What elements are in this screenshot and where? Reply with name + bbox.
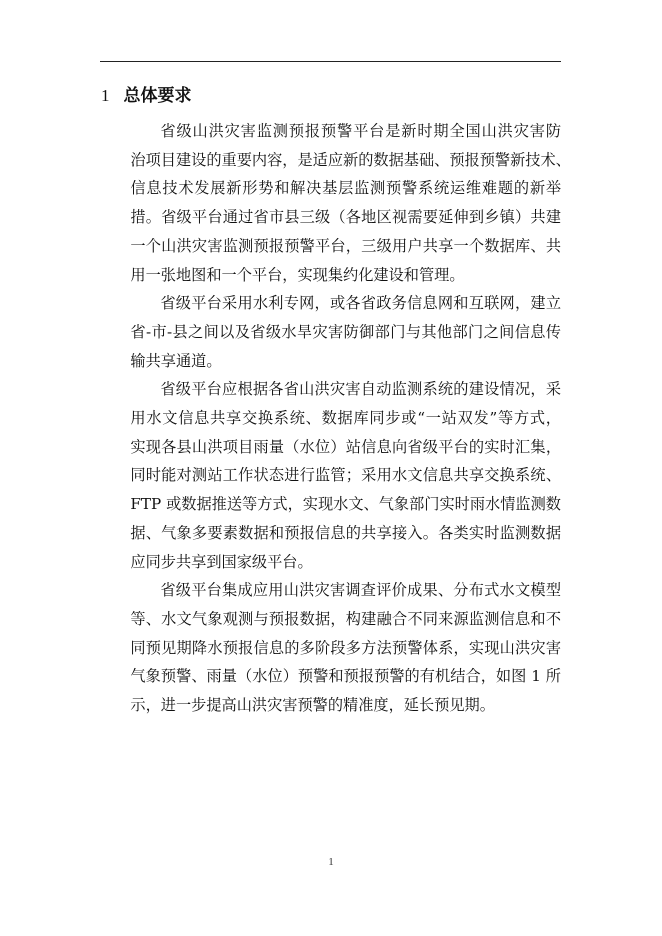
text-line: 省级平台应根据各省山洪灾害自动监测系统的建设情况，采 (160, 380, 561, 399)
text-line: 输共享通道。 (130, 351, 222, 370)
text-line: 据、气象多要素数据和预报信息的共享接入。各类实时监测数据 (130, 523, 561, 542)
paragraph (100, 375, 561, 576)
text-line: 用一张地图和一个平台，实现集约化建设和管理。 (130, 265, 465, 284)
text-line: 信息技术发展新形势和解决基层监测预警系统运维难题的新举 (130, 179, 561, 198)
text-line: 示，进一步提高山洪灾害预警的精准度，延长预见期。 (130, 696, 495, 715)
text-line: 治项目建设的重要内容，是适应新的数据基础、预报预警新技术、 (130, 150, 571, 169)
text-line: FTP 或数据推送等方式，实现水文、气象部门实时雨水情监测数 (130, 495, 561, 514)
text-line: 省级平台采用水利专网，或各省政务信息网和互联网，建立 (160, 294, 561, 313)
section-number: 1 (101, 86, 110, 105)
text-line: 省-市-县之间以及省级水旱灾害防御部门与其他部门之间信息传 (130, 322, 561, 341)
text-line: 同预见期降水预报信息的多阶段多方法预警体系，实现山洪灾害 (130, 638, 561, 657)
text-line: 同时能对测站工作状态进行监管；采用水文信息共享交换系统、 (130, 466, 561, 485)
page-number: 1 (328, 856, 334, 868)
paragraph (100, 289, 561, 375)
paragraph (100, 117, 571, 289)
text-line: 措。省级平台通过省市县三级（各地区视需要延伸到乡镇）共建 (130, 208, 561, 227)
text-line: 应同步共享到国家级平台。 (130, 552, 313, 571)
document-body (100, 117, 571, 720)
paragraph (100, 576, 561, 720)
text-line: 用水文信息共享交换系统、数据库同步或“一站双发”等方式， (130, 409, 561, 428)
text-line: 一个山洪灾害监测预报预警平台，三级用户共享一个数据库、共 (130, 236, 561, 255)
header-rule (100, 61, 561, 62)
text-line: 等、水文气象观测与预报数据，构建融合不同来源监测信息和不 (130, 609, 561, 628)
section-title: 总体要求 (123, 86, 192, 106)
text-line: 省级山洪灾害监测预报预警平台是新时期全国山洪灾害防 (160, 122, 561, 140)
text-line: 实现各县山洪项目雨量（水位）站信息向省级平台的实时汇集， (130, 437, 561, 456)
text-line: 省级平台集成应用山洪灾害调查评价成果、分布式水文模型 (160, 581, 561, 600)
section-heading (101, 84, 192, 108)
text-line: 气象预警、雨量（水位）预警和预报预警的有机结合，如图 1 所 (130, 667, 561, 686)
